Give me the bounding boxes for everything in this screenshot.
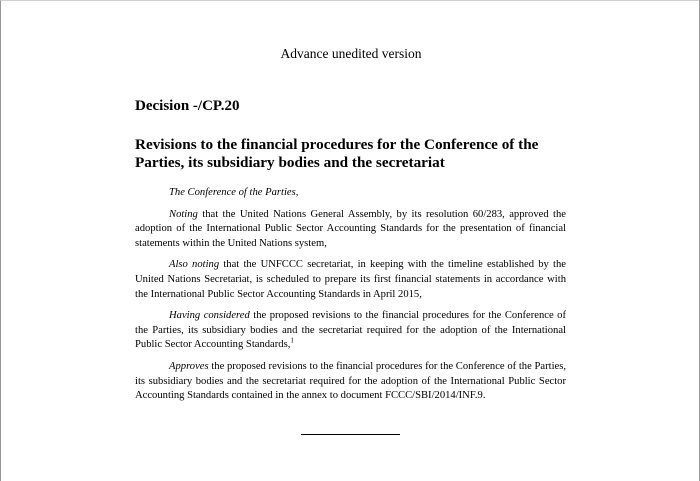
paragraph-lead: Approves (169, 360, 209, 372)
footnote-separator-rule (301, 434, 400, 435)
decision-title: Revisions to the financial procedures for the Conference of the Parties, its subsidiary bodies and the secretariat (135, 136, 539, 171)
paragraph-text: the proposed revisions to the financial procedures for the Conference of the Parties, its subsidiary bodies and the secretariat required for the adoption of the International Public Sector Accounting Standards, (135, 310, 566, 351)
preamble-text: The Conference of the Parties, (169, 187, 299, 198)
advance-version-note: Advance unedited version (280, 46, 422, 61)
paragraph-approves (135, 360, 566, 404)
preamble (135, 186, 566, 201)
paragraph-text: that the UNFCCC secretariat, in keeping with the timeline established by the United Nations Secretariat, is scheduled to prepare its first financial statements in accordance with the International Public Sector Accounting Standards in April 2015, (135, 259, 566, 300)
footnote-marker: 1 (290, 336, 294, 345)
decision-body (135, 186, 566, 411)
paragraph-text: that the United Nations General Assembly, by its resolution 60/283, approved the adoption of the International Public Sector Accounting Standards for the presentation of financial statements within the United Nations system, (135, 208, 566, 249)
paragraph-having-considered (135, 309, 566, 353)
paragraph-also-noting (135, 258, 566, 302)
paragraph-lead: Having considered (169, 310, 250, 322)
paragraph-lead: Noting (169, 208, 198, 220)
paragraph-lead: Also noting (169, 259, 220, 271)
paragraph-noting (135, 208, 566, 252)
decision-number: Decision -/CP.20 (135, 98, 240, 114)
paragraph-text: the proposed revisions to the financial procedures for the Conference of the Parties, its subsidiary bodies and the secretariat required for the adoption of the International Public Sector Accounting Standards contained in the annex to document FCCC/SBI/2014/INF.9. (135, 360, 566, 402)
